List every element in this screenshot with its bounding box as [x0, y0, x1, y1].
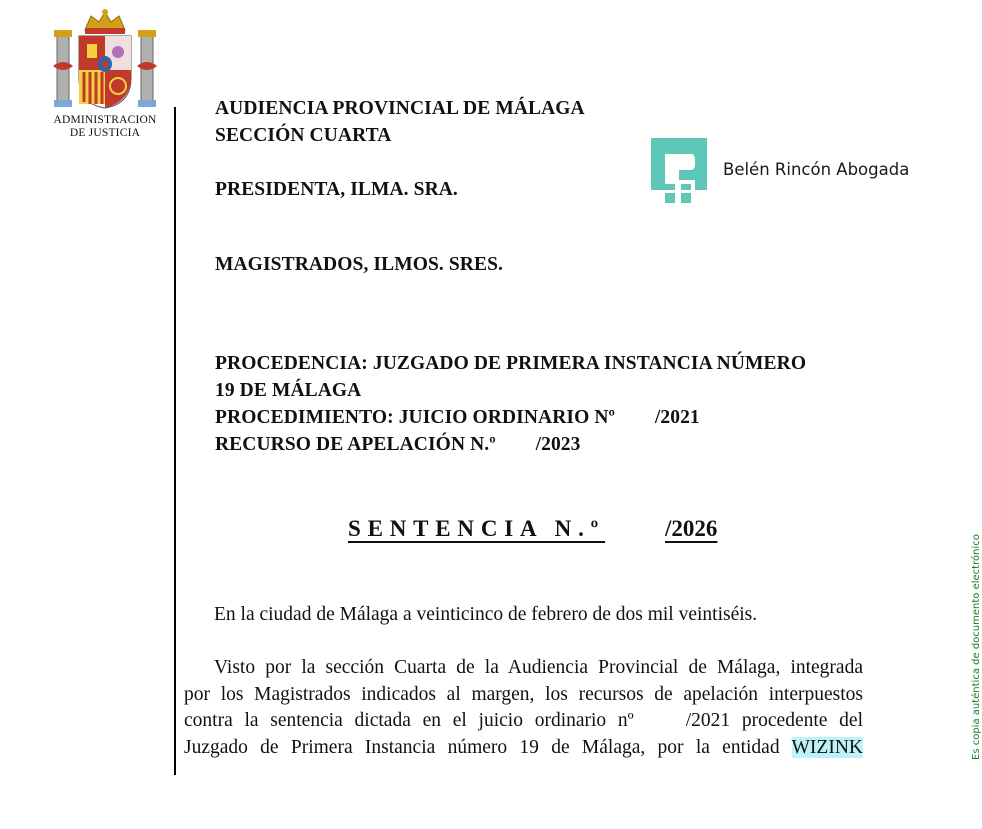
body-line-4-a: Juzgado de Primera Instancia número 19 de Málaga, por la entidad	[184, 736, 780, 758]
body-line-3-a: contra la sentencia dictada en el juicio ordinario nº	[184, 710, 634, 732]
crest-caption	[40, 114, 170, 140]
sentencia-title: SENTENCIA N.º	[348, 516, 606, 541]
margin-line	[174, 107, 176, 775]
magistrados-label: MAGISTRADOS, ILMOS. SRES.	[215, 254, 504, 275]
crest-caption-line2: DE JUSTICIA	[69, 127, 141, 139]
law-firm-logo-mark	[651, 138, 709, 204]
body-line-3	[184, 708, 863, 735]
procedencia-line1: PROCEDENCIA: JUZGADO DE PRIMERA INSTANCIA NÚMERO	[215, 353, 807, 374]
crest-caption-line1: ADMINISTRACION	[53, 114, 157, 126]
body-line-2: por los Magistrados indicados al margen, los recursos de apelación interpuestos	[184, 683, 863, 705]
law-firm-name: Belén Rincón Abogada	[723, 160, 910, 179]
procedencia-line2: 19 DE MÁLAGA	[215, 380, 362, 401]
highlighted-entity: WIZINK	[791, 736, 863, 758]
procedimiento-line: PROCEDIMIENTO: JUICIO ORDINARIO Nº /2021	[215, 407, 700, 428]
body-paragraph	[184, 655, 863, 761]
court-section: SECCIÓN CUARTA	[215, 125, 392, 146]
body-line-1: Visto por la sección Cuarta de la Audiencia Provincial de Málaga, integrada	[214, 657, 863, 678]
coat-of-arms-logo	[50, 8, 160, 112]
court-name: AUDIENCIA PROVINCIAL DE MÁLAGA	[215, 98, 585, 119]
presidenta-label: PRESIDENTA, ILMA. SRA.	[215, 179, 458, 200]
opening-paragraph: En la ciudad de Málaga a veinticinco de febrero de dos mil veintiséis.	[214, 604, 758, 625]
sentencia-number: /2026	[665, 516, 718, 541]
recurso-line: RECURSO DE APELACIÓN N.º /2023	[215, 434, 581, 455]
body-line-4	[184, 735, 863, 762]
authenticity-note: Es copia auténtica de documento electrónico	[971, 534, 982, 760]
body-line-3-b: /2021 procedente del	[685, 710, 863, 732]
